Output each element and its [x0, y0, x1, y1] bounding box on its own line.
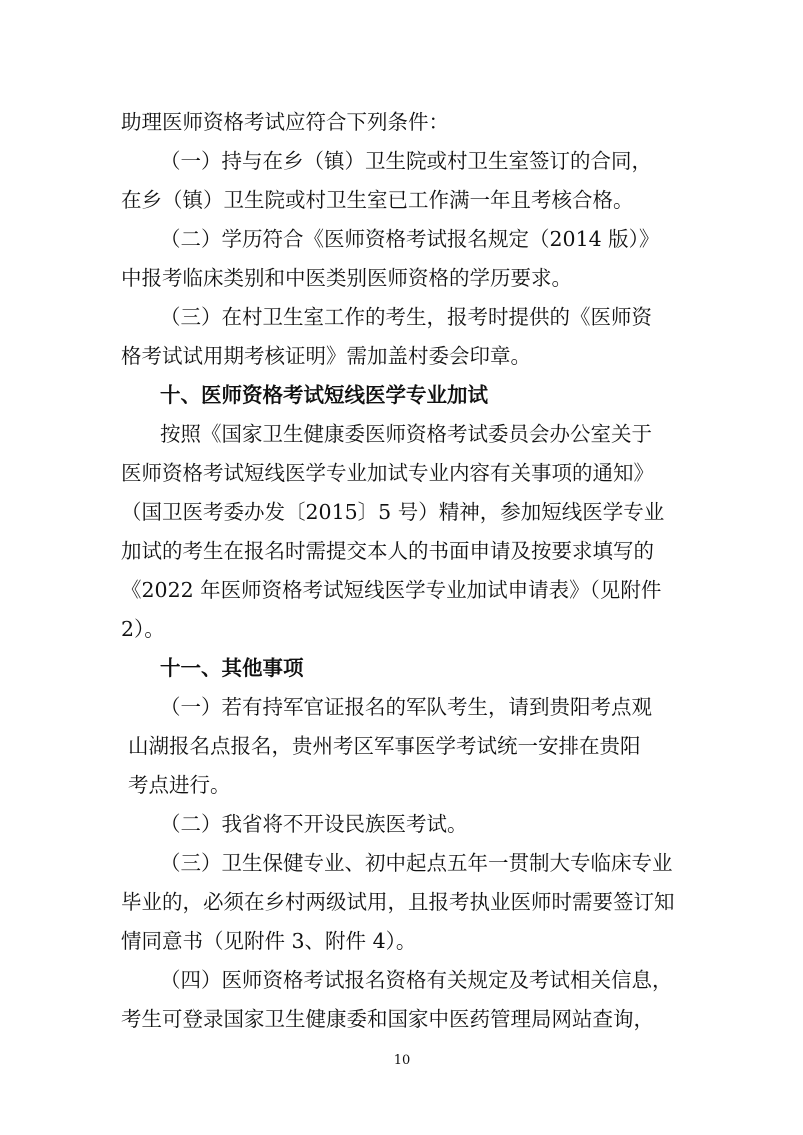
body-line: 中报考临床类别和中医类别医师资格的学历要求。 [121, 266, 572, 290]
body-line: 山湖报名点报名，贵州考区军事医学考试统一安排在贵阳 [128, 734, 641, 758]
body-line: 格考试试用期考核证明》需加盖村委会印章。 [121, 344, 531, 368]
body-line: 考生可登录国家卫生健康委和国家中医药管理局网站查询， [121, 1007, 654, 1031]
body-line: （一）若有持军官证报名的军队考生，请到贵阳考点观 [160, 695, 652, 719]
body-line: 加试的考生在报名时需提交本人的书面申请及按要求填写的 [121, 539, 654, 563]
body-line: （三）卫生保健专业、初中起点五年一贯制大专临床专业 [160, 851, 673, 875]
body-line: （国卫医考委办发〔2015〕5 号）精神，参加短线医学专业 [121, 500, 665, 524]
body-line: 助理医师资格考试应符合下列条件： [121, 110, 449, 134]
body-line: （一）持与在乡（镇）卫生院或村卫生室签订的合同， [160, 149, 652, 173]
section-heading: 十、医师资格考试短线医学专业加试 [160, 383, 488, 407]
body-line: 毕业的，必须在乡村两级试用，且报考执业医师时需要签订知 [121, 890, 675, 914]
body-line: 医师资格考试短线医学专业加试专业内容有关事项的通知》 [121, 461, 654, 485]
body-line: （四）医师资格考试报名资格有关规定及考试相关信息， [160, 968, 673, 992]
body-line: 2）。 [121, 617, 165, 641]
page-number: 10 [393, 1053, 411, 1068]
body-line: 按照《国家卫生健康委医师资格考试委员会办公室关于 [160, 422, 652, 446]
body-line: 考点进行。 [128, 773, 231, 797]
body-line: 情同意书（见附件 3、附件 4）。 [121, 929, 417, 953]
body-line: （三）在村卫生室工作的考生，报考时提供的《医师资 [160, 305, 652, 329]
body-line: （二）我省将不开设民族医考试。 [160, 812, 468, 836]
body-line: 在乡（镇）卫生院或村卫生室已工作满一年且考核合格。 [121, 188, 634, 212]
section-heading: 十一、其他事项 [160, 656, 304, 680]
body-line: 《2022 年医师资格考试短线医学专业加试申请表》（见附件 [121, 578, 662, 602]
body-line: （二）学历符合《医师资格考试报名规定（2014 版）》 [160, 227, 660, 251]
